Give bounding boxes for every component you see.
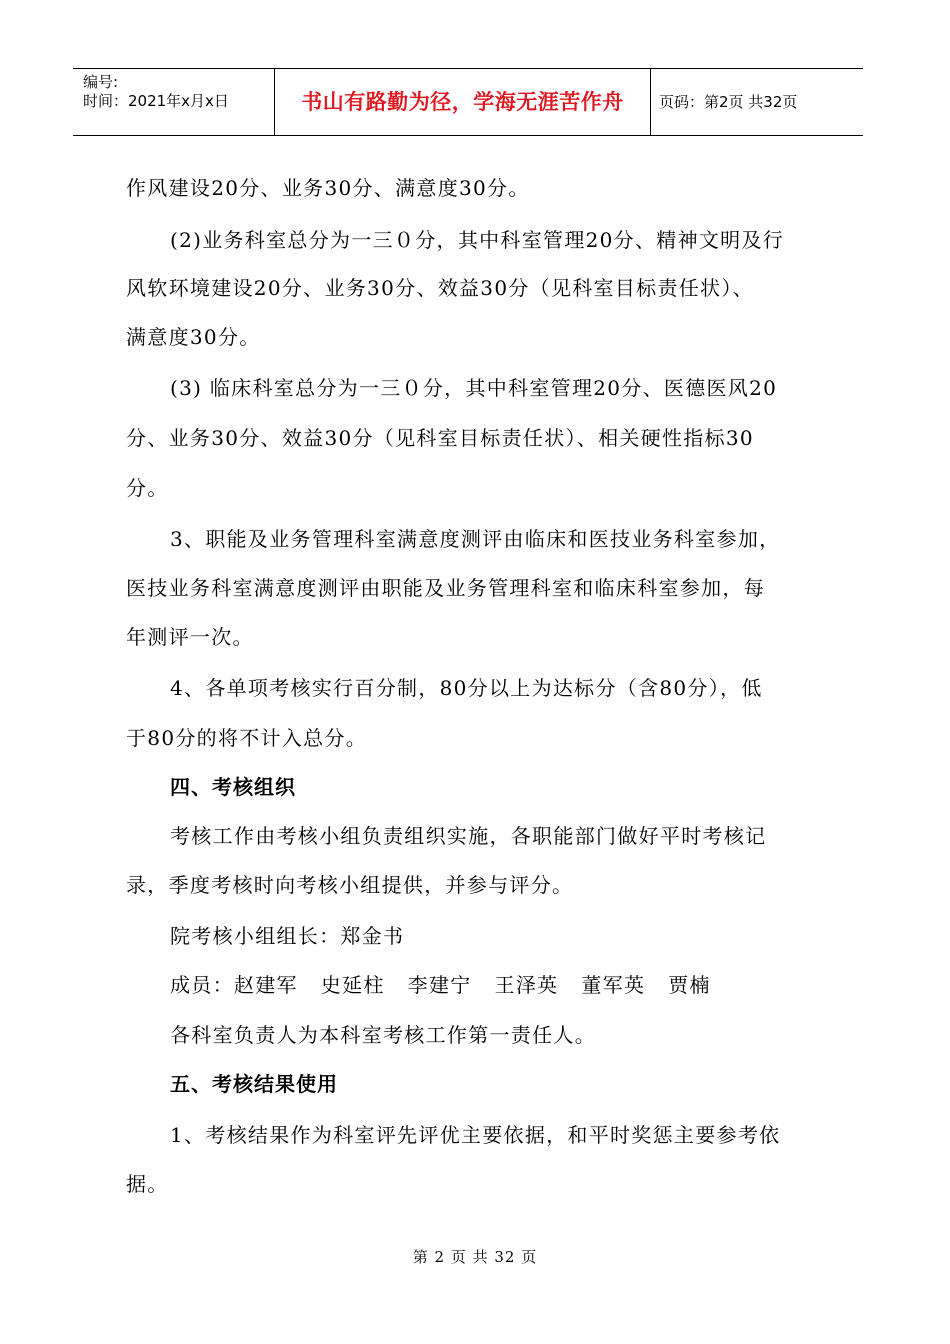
section-heading: 五、考核结果使用 [170, 1072, 338, 1096]
header-meta [73, 69, 275, 135]
body-line: 1、考核结果作为科室评先评优主要依据，和平时奖惩主要参考依 [170, 1123, 781, 1147]
body-line: 风软环境建设20分、业务30分、效益30分（见科室目标责任状）、 [126, 276, 754, 300]
body-line: 于80分的将不计入总分。 [126, 726, 368, 750]
body-line: 满意度30分。 [126, 325, 261, 349]
header-motto: 书山有路勤为径，学海无涯苦作舟 [275, 69, 651, 135]
body-line: 成员：赵建军 史延柱 李建宁 王泽英 董军英 贾楠 [170, 973, 711, 997]
time-label: 时间：2021年x月x日 [83, 92, 229, 110]
body-line: (2)业务科室总分为一三０分，其中科室管理20分、精神文明及行 [170, 228, 785, 252]
body-line: 考核工作由考核小组负责组织实施，各职能部门做好平时考核记 [170, 824, 767, 848]
header-page-code: 页码：第2页 共32页 [659, 93, 798, 111]
body-line: 录，季度考核时向考核小组提供，并参与评分。 [126, 873, 574, 897]
body-line: 分、业务30分、效益30分（见科室目标责任状）、相关硬性指标30 [126, 426, 754, 450]
body-line: 年测评一次。 [126, 625, 254, 649]
section-heading: 四、考核组织 [170, 775, 296, 799]
page-footer: 第 2 页 共 32 页 [412, 1248, 538, 1266]
body-line: 院考核小组组长：郑金书 [170, 924, 405, 948]
body-line: (3) 临床科室总分为一三０分，其中科室管理20分、医德医风20 [170, 376, 778, 400]
number-label: 编号: [83, 73, 119, 91]
body-line: 医技业务科室满意度测评由职能及业务管理科室和临床科室参加，每 [126, 576, 765, 600]
body-line: 3、职能及业务管理科室满意度测评由临床和医技业务科室参加， [170, 527, 781, 551]
body-line: 据。 [126, 1172, 169, 1196]
page-header [73, 68, 863, 136]
body-line: 各科室负责人为本科室考核工作第一责任人。 [170, 1023, 596, 1047]
body-line: 分。 [126, 476, 169, 500]
body-line: 作风建设20分、业务30分、满意度30分。 [126, 176, 530, 200]
body-line: 4、各单项考核实行百分制，80分以上为达标分（含80分），低 [170, 676, 763, 700]
